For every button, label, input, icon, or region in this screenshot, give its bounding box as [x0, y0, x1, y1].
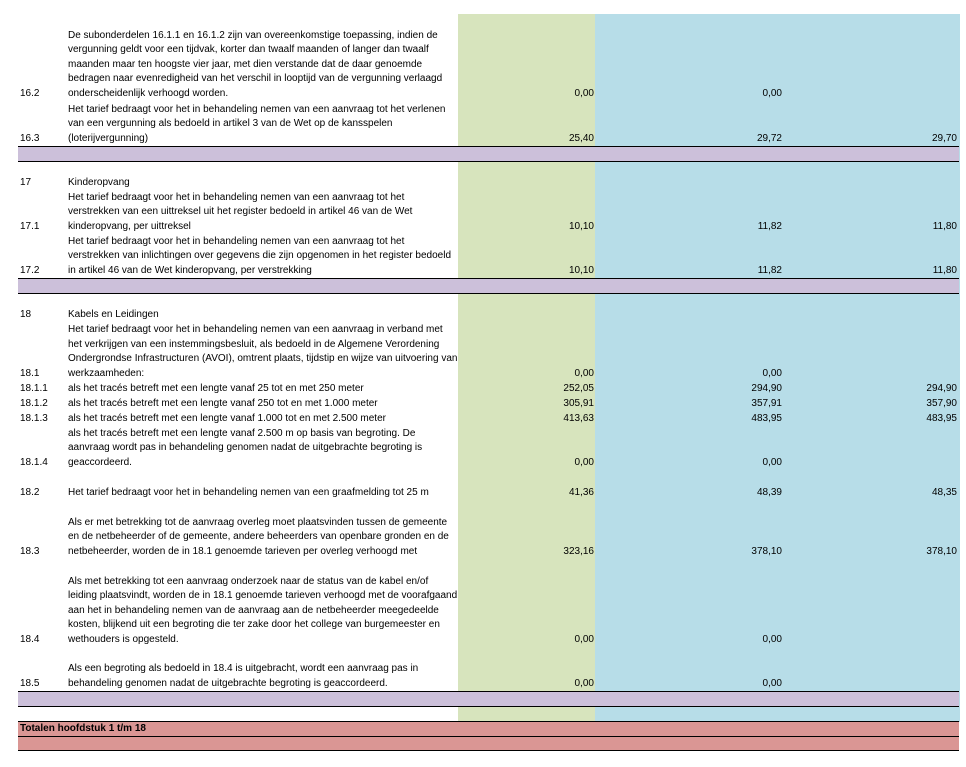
row-description: als het tracés betreft met een lengte vanaf 250 tot en met 1.000 meter: [68, 397, 378, 409]
totals-row: [18, 722, 959, 736]
row-border: [18, 293, 959, 294]
row-description: Het tarief bedraagt voor het in behandeling nemen van een aanvraag tot het verstrekken van inlichtingen over gegevens die zijn opgenomen in het register bedoeld in artikel 46 van de Wet kinderopvang, per verstrekking: [68, 235, 452, 276]
value-col2: 483,95: [751, 413, 782, 424]
table-row-18-1: [0, 323, 966, 381]
row-border: [18, 706, 959, 707]
table-row-18-1-1: [0, 382, 966, 396]
value-col1: 41,36: [568, 487, 594, 498]
row-description: als het tracés betreft met een lengte vanaf 25 tot en met 250 meter: [68, 382, 364, 394]
row-code: 18.3: [20, 546, 40, 557]
row-description: als het tracés betreft met een lengte vanaf 2.500 m op basis van begroting. De aanvraag wordt pas in behandeling genomen nadat de uitgebrachte begroting is geaccordeerd.: [68, 427, 423, 468]
value-col2: 48,39: [756, 487, 782, 498]
value-col1: 0,00: [574, 634, 594, 645]
value-col1: 10,10: [568, 221, 594, 232]
value-col1: 323,16: [563, 546, 594, 557]
row-code: 18.1: [20, 368, 40, 379]
value-col2: 0,00: [762, 457, 782, 468]
value-col1: 305,91: [563, 398, 594, 409]
value-col2: 378,10: [751, 546, 782, 557]
value-col3: 294,90: [926, 383, 957, 394]
value-col3: 357,90: [926, 398, 957, 409]
row-description: Het tarief bedraagt voor het in behandeling nemen van een aanvraag tot het verlenen van een vergunning als bedoeld in artikel 3 van de Wet op de kansspelen (loterijvergunning): [68, 103, 446, 144]
row-code: 16.2: [20, 88, 40, 99]
table-row-17-2: [0, 235, 966, 278]
value-col2: 0,00: [762, 368, 782, 379]
table-row-16-2: [0, 28, 966, 101]
value-col2: 0,00: [762, 88, 782, 99]
totals-sub-row: [18, 737, 959, 750]
row-code: 18.5: [20, 678, 40, 689]
table-row-18-5: [0, 662, 966, 691]
section-separator: [18, 279, 959, 293]
table-row-18: [0, 308, 966, 322]
section-separator: [18, 692, 959, 706]
row-description: Als een begroting als bedoeld in 18.4 is uitgebracht, wordt een aanvraag pas in behandeling genomen nadat de uitgebrachte begroting is geaccordeerd.: [68, 663, 419, 689]
value-col2: 0,00: [762, 678, 782, 689]
row-code: 17.2: [20, 265, 40, 276]
totals-label: Totalen hoofdstuk 1 t/m 18: [20, 723, 146, 734]
row-code: 16.3: [20, 133, 40, 144]
row-code: 18.2: [20, 487, 40, 498]
value-col1: 10,10: [568, 265, 594, 276]
value-col3: 29,70: [931, 133, 957, 144]
value-col1: 25,40: [568, 133, 594, 144]
value-col3: 11,80: [932, 265, 957, 276]
value-col1: 0,00: [574, 88, 594, 99]
table-row-18-4: [0, 574, 966, 647]
row-code: 18: [20, 309, 32, 320]
table-row-18-1-4: [0, 427, 966, 470]
row-description: als het tracés betreft met een lengte vanaf 1.000 tot en met 2.500 meter: [68, 412, 386, 424]
row-code: 18.1.1: [20, 383, 48, 394]
table-row-18-3: [0, 501, 966, 559]
value-col3: 483,95: [926, 413, 957, 424]
row-border: [18, 161, 959, 162]
table-row-17-1: [0, 191, 966, 234]
value-col3: 48,35: [931, 487, 957, 498]
row-code: 18.1.3: [20, 413, 48, 424]
value-col3: 11,80: [932, 221, 957, 232]
value-col2: 11,82: [757, 265, 782, 276]
value-col1: 0,00: [574, 678, 594, 689]
row-code: 18.4: [20, 634, 40, 645]
row-description: Het tarief bedraagt voor het in behandeling nemen van een aanvraag tot het verstrekken van een uittreksel uit het register bedoeld in artikel 46 van de Wet kinderopvang, per uittreksel: [68, 191, 413, 232]
table-row-18-1-2: [0, 397, 966, 411]
value-col1: 0,00: [574, 368, 594, 379]
row-description: Het tarief bedraagt voor het in behandeling nemen van een graafmelding tot 25 m: [68, 486, 429, 498]
row-code: 18.1.2: [20, 398, 48, 409]
value-col2: 357,91: [751, 398, 782, 409]
table-row-18-2: [0, 486, 966, 500]
value-col2: 29,72: [756, 133, 782, 144]
row-code: 17: [20, 177, 32, 188]
value-col2: 0,00: [762, 634, 782, 645]
value-col2: 294,90: [751, 383, 782, 394]
row-description: Het tarief bedraagt voor het in behandeling nemen van een aanvraag in verband met het verkrijgen van een instemmingsbesluit, als bedoeld in de Algemene Verordening Ondergrondse Infrastructuren (AVOI), omtrent plaats, tijdstip en wijze van uitvoering van werkzaamheden:: [68, 324, 458, 379]
section-heading: Kinderopvang: [68, 176, 130, 188]
value-col1: 252,05: [563, 383, 594, 394]
row-code: 18.1.4: [20, 457, 48, 468]
row-description: De subonderdelen 16.1.1 en 16.1.2 zijn van overeenkomstige toepassing, indien de vergunning geldt voor een tijdvak, korter dan twaalf maanden of langer dan twaalf maanden maar ten hoogste vier jaar, met dien verstande dat de daar genoemde bedragen naar evenredigheid van het verschil in looptijd van de vergunning verlaagd onderscheidenlijk verhoogd worden.: [68, 29, 443, 99]
value-col1: 413,63: [563, 413, 594, 424]
table-row-16-3: [0, 102, 966, 146]
value-col3: 378,10: [926, 546, 957, 557]
row-description: Als er met betrekking tot de aanvraag overleg moet plaatsvinden tussen de gemeente en de netbeheerder of de gemeente, andere beheerders van openbare gronden en de netbeheerder, worden de in 18.1 genoemde tarieven per overleg verhoogd met: [68, 516, 449, 557]
row-code: 17.1: [20, 221, 40, 232]
section-heading: Kabels en Leidingen: [68, 308, 159, 320]
section-separator: [18, 147, 959, 161]
row-border: [18, 750, 959, 751]
value-col1: 0,00: [574, 457, 594, 468]
table-row-17: [0, 176, 966, 190]
value-col2: 11,82: [757, 221, 782, 232]
row-description: Als met betrekking tot een aanvraag onderzoek naar de status van de kabel en/of leiding plaatsvindt, worden de in 18.1 genoemde tarieven verhoogd met de voorafgaand aan het in behandeling nemen van de aanvraag aan de netbeheerder meegedeelde kosten, blijkend uit een begroting die ter zake door het college van burgemeester en wethouders is opgesteld.: [68, 575, 458, 645]
table-row-18-1-3: [0, 412, 966, 426]
